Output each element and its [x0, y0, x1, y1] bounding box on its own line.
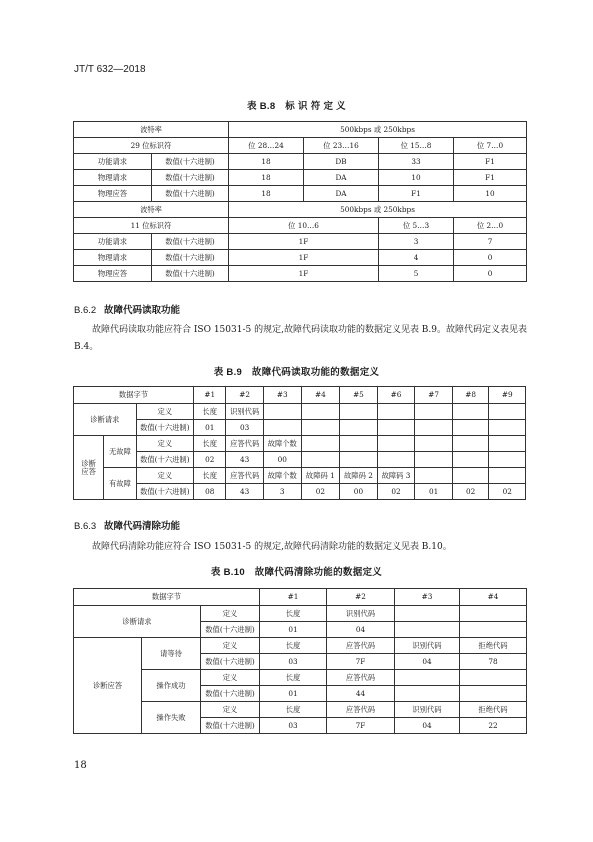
cell: 1F [229, 266, 379, 282]
table-row [74, 234, 527, 250]
no-fault-label: 无故障 [104, 436, 136, 468]
table-b10-caption: 表 B.10 故障代码清除功能的数据定义 [210, 567, 383, 578]
column-header: #9 [489, 387, 526, 404]
cell: 01 [194, 420, 226, 436]
cell [395, 686, 460, 702]
table-row [74, 154, 527, 170]
table-row [74, 484, 526, 500]
row-name: 物理请求 [74, 170, 152, 186]
cell [377, 436, 415, 452]
cell [489, 404, 526, 420]
cell: 长度 [194, 436, 226, 452]
has-fault-label: 有故障 [104, 468, 136, 500]
cell: 应答代码 [226, 436, 264, 452]
table-row [74, 638, 527, 654]
cell: 故障个数 [263, 436, 301, 452]
cell: 长度 [260, 702, 327, 718]
cell: 03 [260, 718, 327, 734]
cell [377, 404, 415, 420]
cell [340, 436, 378, 452]
ok-label: 操作成功 [142, 670, 201, 702]
cell [377, 452, 415, 468]
table-row [74, 250, 527, 266]
cell: 4 [379, 250, 454, 266]
cell [452, 452, 489, 468]
table-row [74, 452, 526, 468]
value-label: 数值(十六进制) [152, 250, 229, 266]
cell [452, 436, 489, 452]
cell [301, 420, 340, 436]
cell: 18 [229, 170, 304, 186]
section-number: B.6.3 [74, 521, 97, 532]
value-label: 数值(十六进制) [152, 170, 229, 186]
cell: 长度 [194, 404, 226, 420]
cell: 3 [263, 484, 301, 500]
cell: 78 [460, 654, 527, 670]
cell [415, 436, 453, 452]
row-name: 功能请求 [74, 234, 152, 250]
column-header: #1 [260, 589, 327, 606]
cell: 02 [301, 484, 340, 500]
cell: 03 [226, 420, 264, 436]
cell [395, 670, 460, 686]
diag-request-label: 诊断请求 [74, 404, 137, 436]
table-b8 [73, 121, 527, 282]
def-label: 定义 [136, 404, 193, 420]
column-header: #1 [194, 387, 226, 404]
cell [489, 468, 526, 484]
cell [415, 404, 453, 420]
table-row [74, 170, 527, 186]
id11-bit: 位 2…0 [454, 218, 527, 234]
cell: 故障个数 [263, 468, 301, 484]
value-label: 数值(十六进制) [152, 186, 229, 202]
diag-response-label: 诊断应答 [74, 638, 142, 734]
cell: 00 [263, 452, 301, 468]
cell: 02 [452, 484, 489, 500]
cell: 拒绝代码 [460, 702, 527, 718]
cell: 01 [415, 484, 453, 500]
cell: 01 [260, 686, 327, 702]
cell [340, 452, 378, 468]
row-name: 物理请求 [74, 250, 152, 266]
column-header: #5 [340, 387, 378, 404]
def-label: 定义 [201, 670, 260, 686]
cell [460, 686, 527, 702]
row-name: 物理应答 [74, 266, 152, 282]
cell [301, 436, 340, 452]
value-label: 数值(十六进制) [201, 622, 260, 638]
cell: 故障码 2 [340, 468, 378, 484]
section-b63-paragraph: 故障代码清除功能应符合 ISO 15031-5 的规定,故障代码清除功能的数据定义见表 B.10。 [92, 542, 452, 552]
section-b62-paragraph: 故障代码读取功能应符合 ISO 15031-5 的规定,故障代码读取功能的数据定义见表 B.9。故障代码定义表见表 B.4。 [74, 325, 528, 352]
cell: 拒绝代码 [460, 638, 527, 654]
column-header: #4 [460, 589, 527, 606]
cell: 0 [454, 266, 527, 282]
cell [263, 420, 301, 436]
cell: 1F [229, 250, 379, 266]
section-b62-heading [74, 302, 180, 316]
cell: 0 [454, 250, 527, 266]
cell: 02 [194, 452, 226, 468]
cell [340, 420, 378, 436]
section-number: B.6.2 [74, 305, 97, 316]
cell: 7F [327, 718, 395, 734]
cell: 识别代码 [395, 702, 460, 718]
cell: F1 [454, 154, 527, 170]
column-header: #8 [452, 387, 489, 404]
cell [340, 404, 378, 420]
cell [460, 606, 527, 622]
baud-label: 波特率 [74, 122, 229, 138]
cell: 33 [379, 154, 454, 170]
cell: 02 [377, 484, 415, 500]
value-label: 数值(十六进制) [201, 654, 260, 670]
table-b10 [73, 588, 527, 734]
cell [377, 420, 415, 436]
cell: F1 [454, 170, 527, 186]
table-row [74, 702, 527, 718]
value-label: 数值(十六进制) [136, 452, 193, 468]
cell [415, 468, 453, 484]
baud-value: 500kbps 或 250kbps [229, 122, 527, 138]
cell: 03 [260, 654, 327, 670]
fail-label: 操作失败 [142, 702, 201, 734]
cell: 08 [194, 484, 226, 500]
cell: 18 [229, 186, 304, 202]
row-name: 功能请求 [74, 154, 152, 170]
cell: 10 [454, 186, 527, 202]
cell: 应答代码 [226, 468, 264, 484]
cell: 识别代码 [395, 638, 460, 654]
cell: 01 [260, 622, 327, 638]
diag-request-label: 诊断请求 [74, 606, 201, 638]
id29-bit: 位 7…0 [454, 138, 527, 154]
value-label: 数值(十六进制) [152, 234, 229, 250]
section-title: 故障代码清除功能 [104, 521, 181, 532]
table-row [74, 670, 527, 686]
cell: 22 [460, 718, 527, 734]
cell [460, 670, 527, 686]
cell: 00 [340, 484, 378, 500]
def-label: 定义 [201, 606, 260, 622]
cell [415, 452, 453, 468]
cell: 长度 [260, 606, 327, 622]
table-row [74, 404, 526, 420]
def-label: 定义 [201, 638, 260, 654]
cell: DB [304, 154, 379, 170]
table-row [74, 468, 526, 484]
value-label: 数值(十六进制) [136, 484, 193, 500]
cell: 04 [395, 718, 460, 734]
column-header: #4 [301, 387, 340, 404]
cell: 5 [379, 266, 454, 282]
table-b9 [73, 386, 526, 500]
cell: 故障码 1 [301, 468, 340, 484]
column-header: #6 [377, 387, 415, 404]
cell [452, 420, 489, 436]
column-header: #7 [415, 387, 453, 404]
cell: 长度 [260, 638, 327, 654]
id11-label: 11 位标识符 [74, 218, 229, 234]
cell [395, 622, 460, 638]
baud-label: 波特率 [74, 202, 229, 218]
row-name: 物理应答 [74, 186, 152, 202]
cell: 长度 [194, 468, 226, 484]
table-b9-caption: 表 B.9 故障代码读取功能的数据定义 [213, 367, 380, 378]
def-label: 定义 [201, 702, 260, 718]
cell: 43 [226, 452, 264, 468]
table-row [74, 420, 526, 436]
table-row [74, 436, 526, 452]
table-row [74, 606, 527, 622]
column-header: #3 [395, 589, 460, 606]
table-row [74, 266, 527, 282]
cell: 故障码 3 [377, 468, 415, 484]
id29-bit: 位 28…24 [229, 138, 304, 154]
cell: 1F [229, 234, 379, 250]
value-label: 数值(十六进制) [152, 266, 229, 282]
cell [415, 420, 453, 436]
id11-bit: 位 10…6 [229, 218, 379, 234]
def-label: 定义 [136, 468, 193, 484]
cell [301, 404, 340, 420]
value-label: 数值(十六进制) [201, 686, 260, 702]
cell [263, 404, 301, 420]
cell [301, 452, 340, 468]
def-label: 定义 [136, 436, 193, 452]
cell: 02 [489, 484, 526, 500]
cell: 应答代码 [327, 702, 395, 718]
baud-value: 500kbps 或 250kbps [229, 202, 527, 218]
cell: 应答代码 [327, 638, 395, 654]
id29-label: 29 位标识符 [74, 138, 229, 154]
cell: 3 [379, 234, 454, 250]
column-header: #2 [226, 387, 264, 404]
data-bytes-label: 数据字节 [74, 387, 194, 404]
cell: DA [304, 170, 379, 186]
cell: 7 [454, 234, 527, 250]
cell: 04 [327, 622, 395, 638]
cell: 10 [379, 170, 454, 186]
value-label: 数值(十六进制) [201, 718, 260, 734]
section-b63-heading [74, 518, 180, 532]
cell: 7F [327, 654, 395, 670]
cell [489, 436, 526, 452]
table-row [74, 186, 527, 202]
cell: F1 [379, 186, 454, 202]
column-header: #3 [263, 387, 301, 404]
value-label: 数值(十六进制) [152, 154, 229, 170]
document-code: JT/T 632—2018 [74, 64, 146, 75]
table-b8-caption: 表 B.8 标 识 符 定 义 [247, 101, 346, 112]
cell: 识别代码 [327, 606, 395, 622]
id11-bit: 位 5…3 [379, 218, 454, 234]
value-label: 数值(十六进制) [136, 420, 193, 436]
cell [460, 622, 527, 638]
wait-label: 请等待 [142, 638, 201, 670]
id29-bit: 位 23…16 [304, 138, 379, 154]
cell: 04 [395, 654, 460, 670]
page-number: 18 [74, 760, 87, 771]
column-header: #2 [327, 589, 395, 606]
cell [452, 468, 489, 484]
cell: 18 [229, 154, 304, 170]
cell: 长度 [260, 670, 327, 686]
cell: 43 [226, 484, 264, 500]
data-bytes-label: 数据字节 [74, 589, 260, 606]
id29-bit: 位 15…8 [379, 138, 454, 154]
cell: 44 [327, 686, 395, 702]
cell: 识别代码 [226, 404, 264, 420]
diag-response-label: 诊断应答 [74, 436, 104, 500]
cell [489, 420, 526, 436]
cell: DA [304, 186, 379, 202]
section-title: 故障代码读取功能 [104, 305, 181, 316]
cell: 应答代码 [327, 670, 395, 686]
cell [489, 452, 526, 468]
cell [395, 606, 460, 622]
cell [452, 404, 489, 420]
